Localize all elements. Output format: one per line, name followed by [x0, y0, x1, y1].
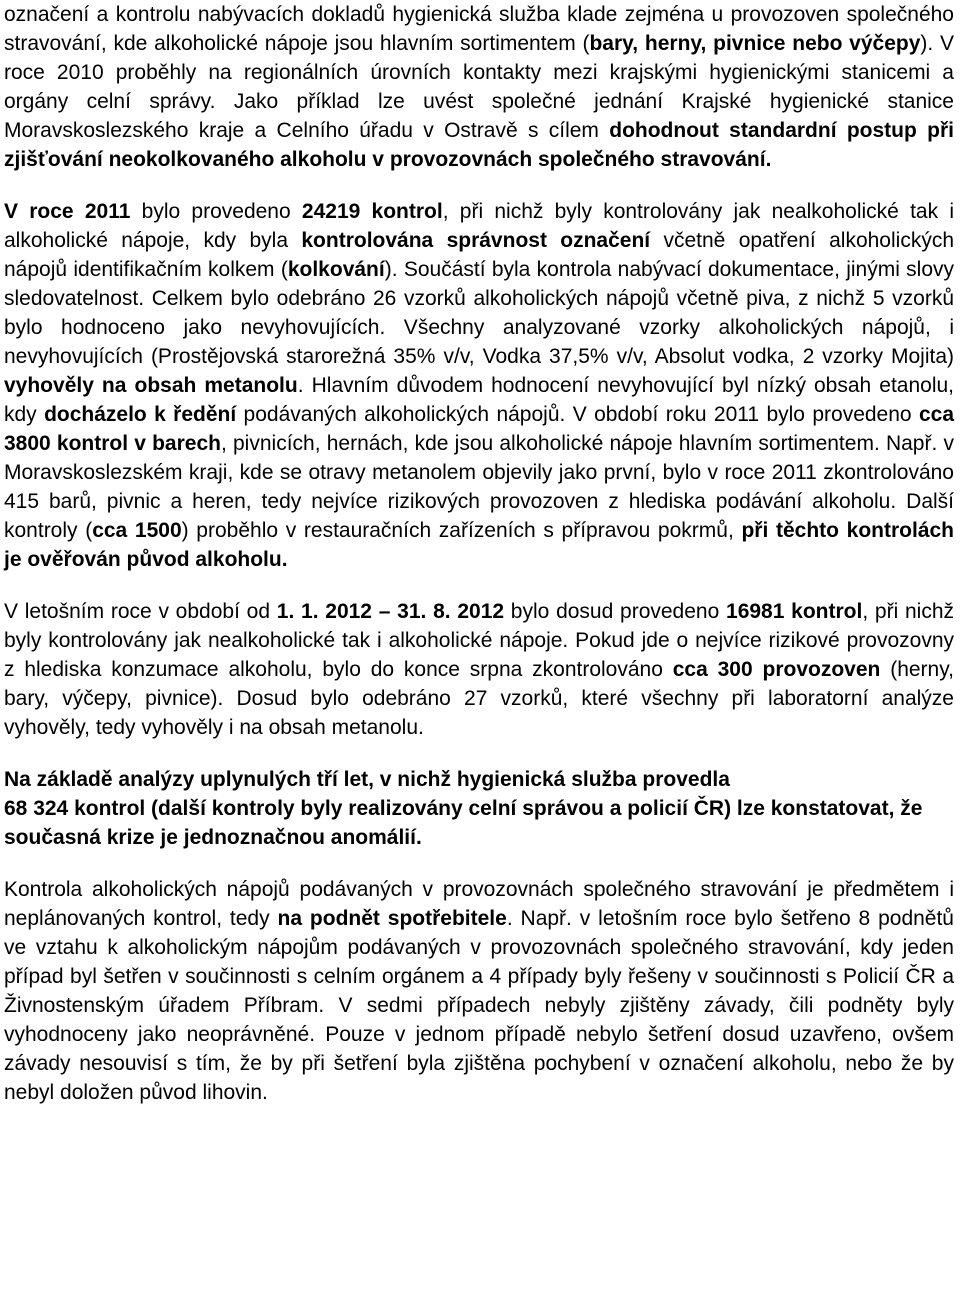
document-page	[4, 0, 954, 1107]
paragraph-year-2012: V letošním roce v období od 1. 1. 2012 – 31. 8. 2012 bylo dosud provedeno 16981 kontrol, při nichž byly kontrolovány jak nealkoholické tak i alkoholické nápoje. Pokud jde o nejvíce rizikové provozovny z hlediska konzumace alkoholu, bylo do konce srpna zkontrolováno cca 300 provozoven (herny, bary, výčepy, pivnice). Dosud bylo odebráno 27 vzorků, které všechny při laboratorní analýze vyhověly, tedy vyhověly i na obsah metanolu.	[4, 600, 955, 739]
paragraph-conclusion: Na základě analýzy uplynulých tří let, v nichž hygienická služba provedla 68 324 kontrol (další kontroly byly realizovány celní správou a policií ČR) lze konstatovat, že současná krize je jednoznačnou anomálií.	[4, 768, 923, 849]
paragraph-year-2011: V roce 2011 bylo provedeno 24219 kontrol, při nichž byly kontrolovány jak nealkoholické tak i alkoholické nápoje, kdy byla kontrolována správnost označení včetně opatření alkoholických nápojů identifikačním kolkem (kolkování). Součástí byla kontrola nabývací dokumentace, jinými slovy sledovatelnost. Celkem bylo odebráno 26 vzorků alkoholických nápojů včetně piva, z nichž 5 vzorků bylo hodnoceno jako nevyhovujících. Všechny analyzované vzorky alkoholických nápojů, i nevyhovujících (Prostějovská starorežná 35% v/v, Vodka 37,5% v/v, Absolut vodka, 2 vzorky Mojita) vyhověly na obsah metanolu. Hlavním důvodem hodnocení nevyhovující byl nízký obsah etanolu, kdy docházelo k ředění podávaných alkoholických nápojů. V období roku 2011 bylo provedeno cca 3800 kontrol v barech, pivnicích, hernách, kde jsou alkoholické nápoje hlavním sortimentem. Např. v Moravskoslezském kraji, kde se otravy metanolem objevily jako první, bylo v roce 2011 zkontrolováno 415 barů, pivnic a heren, tedy nejvíce rizikových provozoven z hlediska podávání alkoholu. Další kontroly (cca 1500) proběhlo v restauračních zařízeních s přípravou pokrmů, při těchto kontrolách je ověřován původ alkoholu.	[4, 200, 955, 571]
paragraph-consumer-complaints: Kontrola alkoholických nápojů podávaných v provozovnách společného stravování je předmětem i neplánovaných kontrol, tedy na podnět spotřebitele. Např. v letošním roce bylo šetřeno 8 podnětů ve vztahu k alkoholickým nápojům podávaných v provozovnách společného stravování, kdy jeden případ byl šetřen v součinnosti s celním orgánem a 4 případy byly řešeny v součinnosti s Policií ČR a Živnostenským úřadem Příbram. V sedmi případech nebyly zjištěny závady, čili podněty byly vyhodnoceny jako neoprávněné. Pouze v jednom případě nebylo šetření dosud uzavřeno, ovšem závady nesouvisí s tím, že by při šetření byla zjištěna pochybení v označení alkoholu, nebo že by nebyl doložen původ lihovin.	[4, 878, 954, 1104]
paragraph-inspection-intro: označení a kontrolu nabývacích dokladů hygienická služba klade zejména u provozoven společného stravování, kde alkoholické nápoje jsou hlavním sortimentem (bary, herny, pivnice nebo výčepy). V roce 2010 proběhly na regionálních úrovních kontakty mezi krajskými hygienickými stanicemi a orgány celní správy. Jako příklad lze uvést společné jednání Krajské hygienické stanice Moravskoslezského kraje a Celního úřadu v Ostravě s cílem dohodnout standardní postup při zjišťování neokolkovaného alkoholu v provozovnách společného stravování.	[4, 3, 955, 171]
